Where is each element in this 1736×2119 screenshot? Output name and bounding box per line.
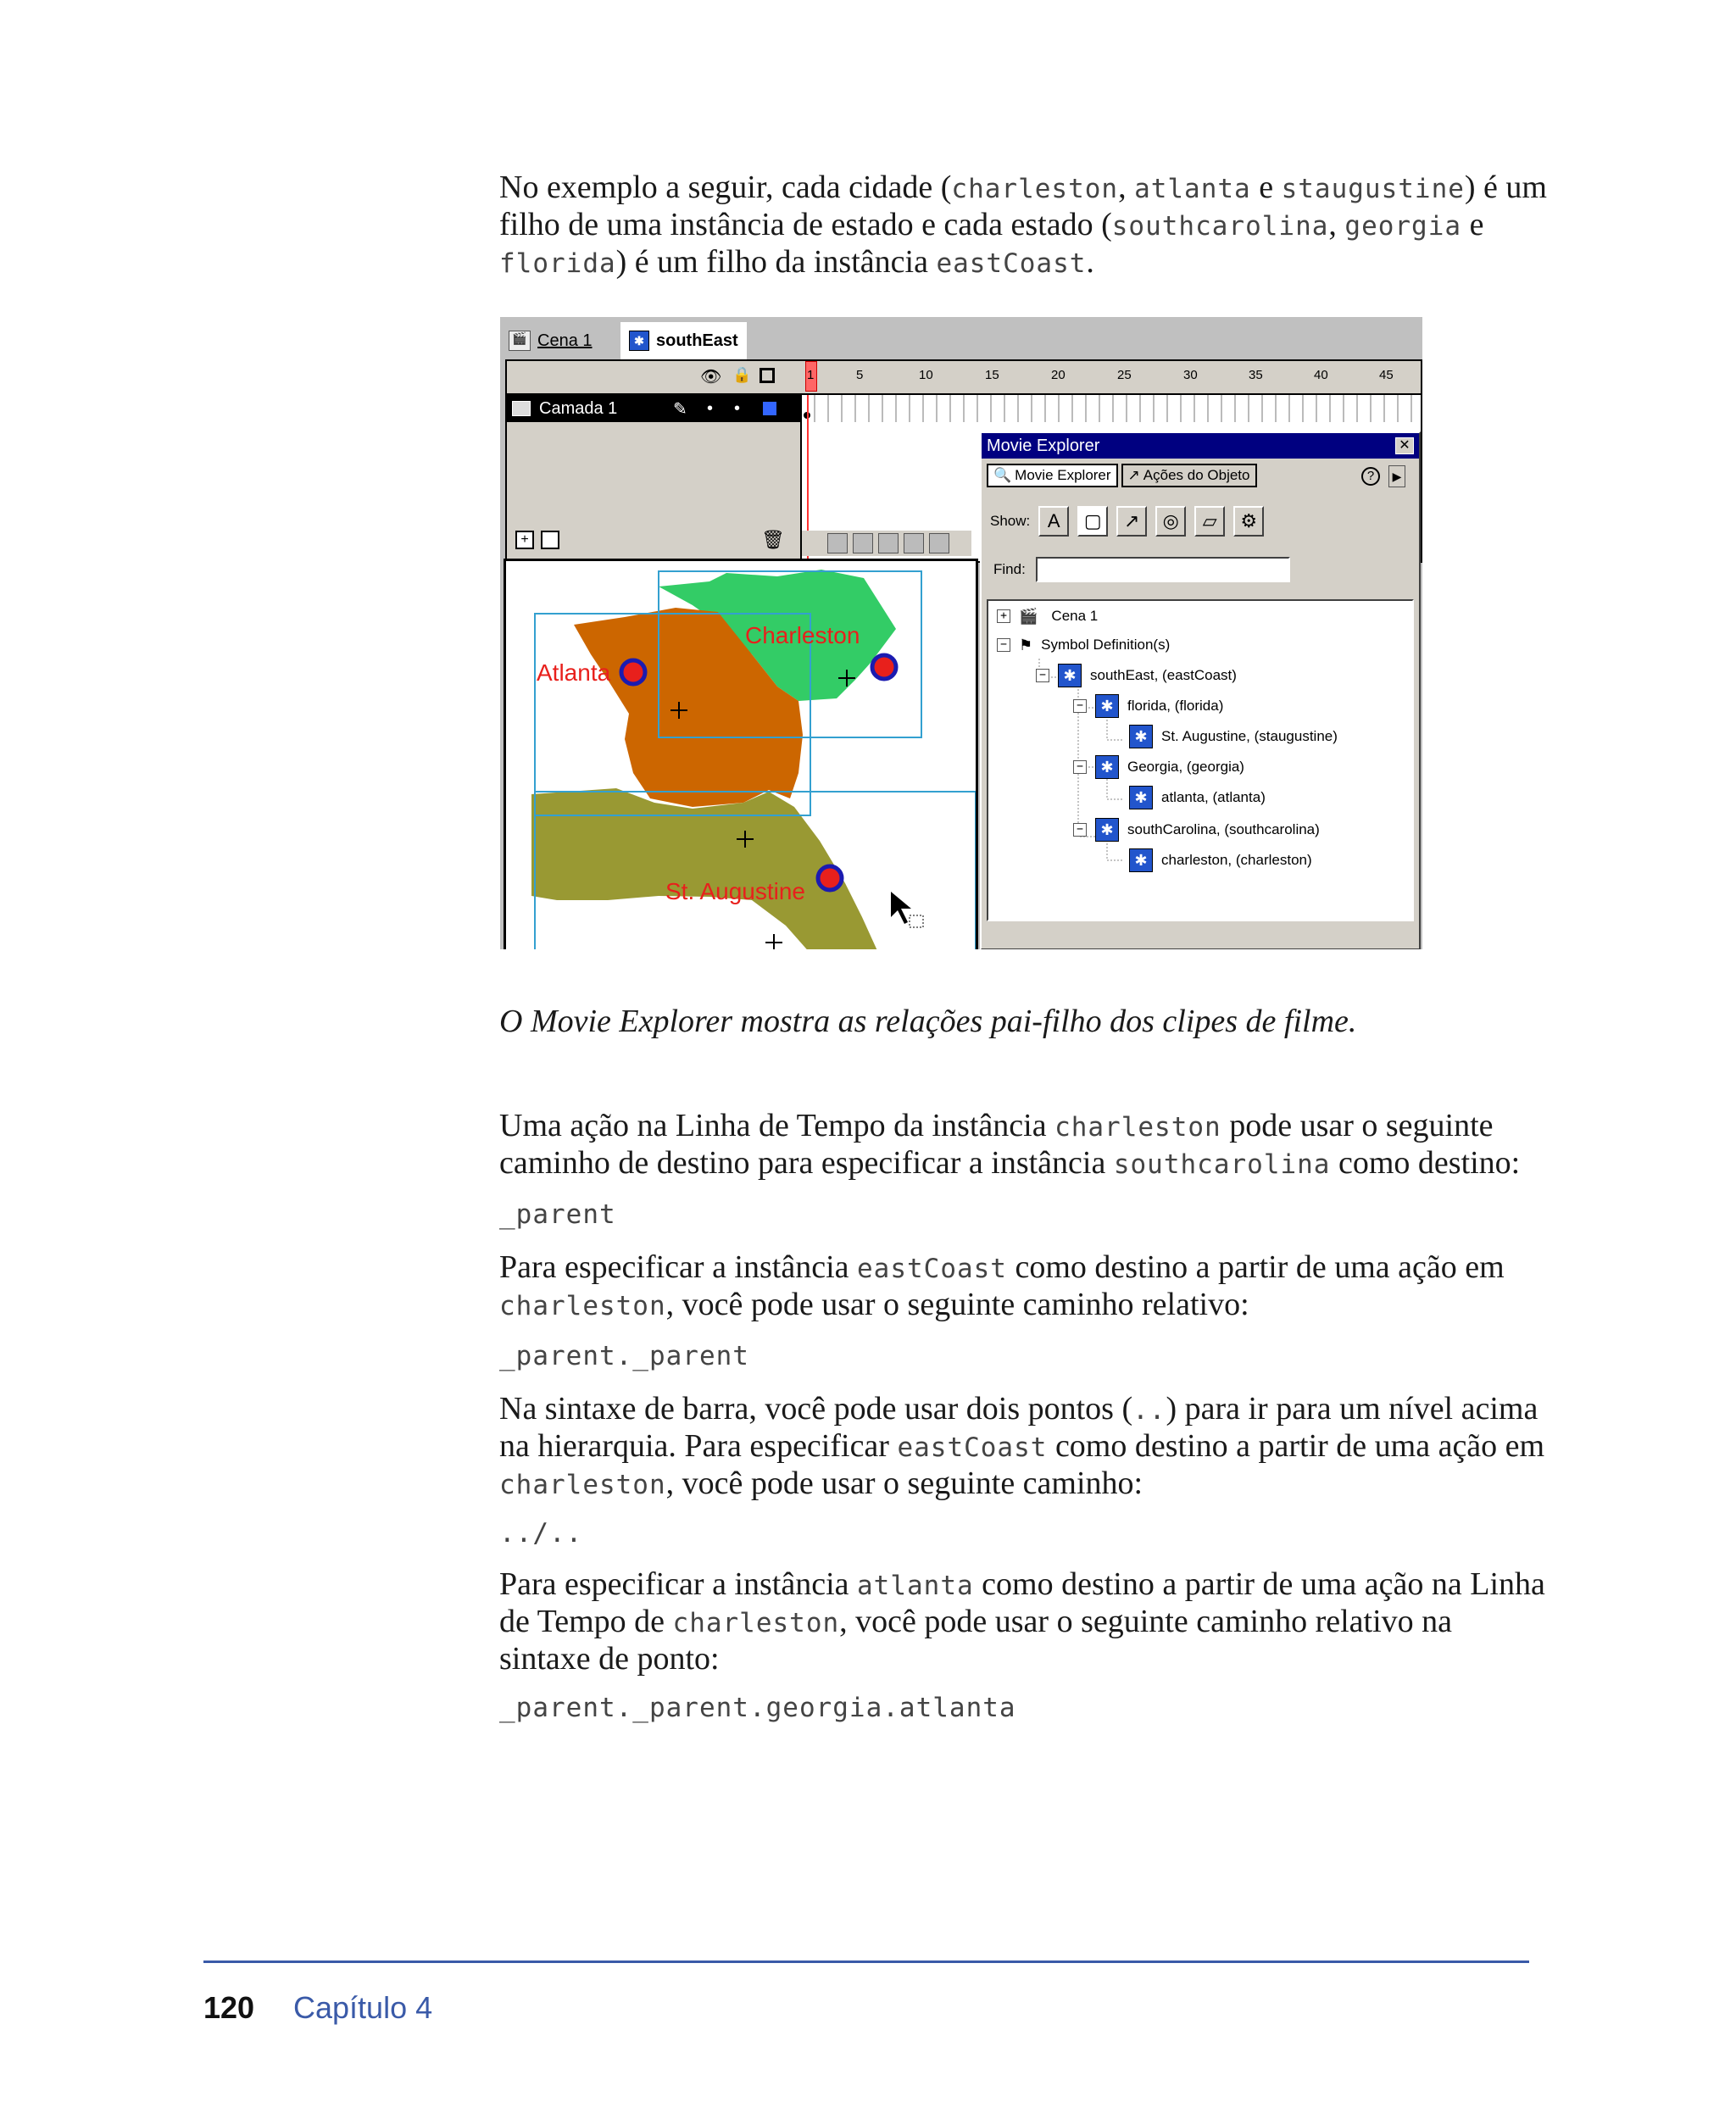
text: .: [1086, 244, 1094, 280]
map-label-atlanta: Atlanta: [537, 659, 611, 686]
show-buttons-icon[interactable]: ▢: [1077, 506, 1108, 537]
expand-icon[interactable]: +: [997, 609, 1010, 623]
tree-label: atlanta, (atlanta): [1161, 789, 1266, 805]
paragraph-4: [499, 1566, 1550, 1677]
text: como destino a partir de uma ação em: [1047, 1428, 1545, 1464]
figure-caption: O Movie Explorer mostra as relações pai-filho dos clipes de filme.: [499, 1004, 1357, 1039]
movie-explorer-panel: [980, 431, 1421, 949]
frame-number: 25: [1117, 368, 1132, 382]
code-sample-4: _parent._parent.georgia.atlanta: [499, 1693, 1016, 1723]
outline-icon: [760, 368, 775, 383]
movie-clip-icon: ✱: [1095, 694, 1119, 718]
collapse-icon[interactable]: −: [1036, 669, 1049, 682]
collapse-icon[interactable]: −: [1073, 823, 1087, 837]
trash-icon[interactable]: 🗑: [761, 529, 785, 550]
frame-number: 45: [1379, 368, 1394, 382]
tab-southeast[interactable]: [620, 322, 747, 359]
eye-icon: 👁: [700, 368, 722, 387]
tab-movie-explorer[interactable]: [987, 464, 1118, 487]
tree-item-florida[interactable]: [1073, 694, 1223, 718]
frame-ruler: [805, 361, 1422, 393]
tab-acoes-do-objeto[interactable]: [1121, 464, 1257, 487]
frame-number: 35: [1249, 368, 1263, 382]
cursor-icon: [891, 892, 911, 924]
help-icon[interactable]: ?: [1361, 467, 1380, 486]
close-icon[interactable]: ✕: [1395, 437, 1414, 454]
flash-screenshot: [500, 317, 1422, 949]
stage: [504, 559, 978, 949]
tree-item-charleston[interactable]: [1129, 848, 1312, 872]
intro-paragraph: [499, 170, 1550, 281]
movie-clip-icon: ✱: [1129, 786, 1153, 809]
code-southcarolina: southcarolina: [1113, 1149, 1331, 1180]
code-sample-3: ../..: [499, 1518, 583, 1549]
layer-color-swatch-icon: [763, 402, 776, 415]
collapse-icon[interactable]: −: [997, 638, 1010, 652]
frame-grid: [802, 395, 1421, 422]
tree-label: St. Augustine, (staugustine): [1161, 728, 1338, 744]
code-sample-1: _parent: [499, 1199, 616, 1230]
tree-item-symbol-definitions[interactable]: [997, 633, 1170, 657]
onion-outline-icon[interactable]: [878, 533, 899, 553]
customize-icon[interactable]: ⚙: [1233, 506, 1264, 537]
movie-explorer-titlebar: [982, 433, 1419, 459]
text: e: [1461, 207, 1484, 242]
text: como destino:: [1330, 1145, 1521, 1181]
collapse-icon[interactable]: −: [1073, 760, 1087, 774]
onion-skin-icon[interactable]: [853, 533, 873, 553]
layer-icon: [512, 401, 531, 416]
tree-label: Cena 1: [1051, 608, 1099, 624]
frame-number: 15: [985, 368, 999, 382]
frame-number: 1: [807, 368, 815, 382]
chapter-label: Capítulo 4: [293, 1990, 433, 2025]
text: ,: [1328, 207, 1345, 242]
tree-label: charleston, (charleston): [1161, 852, 1312, 868]
code-southcarolina: southcarolina: [1111, 211, 1329, 242]
show-text-icon[interactable]: A: [1038, 506, 1069, 537]
tree-label: Symbol Definition(s): [1041, 637, 1171, 653]
footer-rule: [203, 1960, 1529, 1963]
text: ,: [1118, 170, 1135, 205]
movie-clip-icon: ✱: [1129, 848, 1153, 872]
code-eastcoast: eastCoast: [936, 248, 1087, 279]
frame-number: 20: [1051, 368, 1066, 382]
show-video-icon[interactable]: ◎: [1155, 506, 1186, 537]
center-frame-icon[interactable]: [827, 533, 848, 553]
tree-item-southcarolina[interactable]: [1073, 818, 1320, 842]
edit-multiple-icon[interactable]: [904, 533, 924, 553]
show-row: [990, 506, 1264, 537]
visible-dot-icon: •: [707, 398, 714, 418]
pencil-icon: ✎: [673, 399, 687, 419]
movie-clip-icon: ✱: [629, 331, 649, 351]
code-eastcoast: eastCoast: [897, 1432, 1048, 1463]
code-georgia: georgia: [1344, 211, 1462, 242]
show-frames-icon[interactable]: ▱: [1194, 506, 1225, 537]
text: pode usar o seguinte caminho de destino para especificar a instância: [499, 1108, 1494, 1181]
tree-item-atlanta[interactable]: [1129, 786, 1266, 809]
map-label-charleston: Charleston: [745, 622, 860, 648]
text: , você pode usar o seguinte caminho:: [665, 1466, 1143, 1501]
add-layer-icon[interactable]: +: [515, 531, 534, 549]
tree-item-southeast[interactable]: [1036, 664, 1237, 687]
text: Para especificar a instância: [499, 1249, 857, 1285]
tree-item-st-augustine[interactable]: [1129, 725, 1338, 748]
code-sample-2: _parent._parent: [499, 1341, 749, 1371]
code-dots: ..: [1132, 1395, 1166, 1426]
layers-panel: [505, 393, 802, 563]
movie-explorer-icon: 🔍: [993, 467, 1012, 483]
text: ) é um filho da instância: [615, 244, 937, 280]
lock-icon: 🔒: [732, 366, 752, 383]
paragraph-1: [499, 1108, 1550, 1182]
text: Uma ação na Linha de Tempo da instância: [499, 1108, 1055, 1143]
add-guide-layer-icon[interactable]: [541, 531, 559, 549]
text: como destino a partir de uma ação na Linha de Tempo de: [499, 1566, 1545, 1639]
page-number: 120: [203, 1990, 255, 2025]
tree-item-georgia[interactable]: [1073, 755, 1244, 779]
movie-explorer-tabs: [987, 464, 1257, 487]
code-charleston: charleston: [951, 174, 1119, 204]
tab-label: Cena 1: [537, 331, 593, 350]
scene-icon: 🎬: [1019, 607, 1038, 625]
frame-number: 5: [856, 368, 864, 382]
tree-label: Georgia, (georgia): [1127, 759, 1244, 775]
layer-name: Camada 1: [539, 398, 618, 418]
collapse-icon[interactable]: −: [1073, 699, 1087, 713]
text: , você pode usar o seguinte caminho relativo:: [665, 1287, 1249, 1322]
frame-controls: [802, 531, 971, 556]
scene-icon: 🎬: [509, 331, 531, 351]
tab-label: Movie Explorer: [1015, 467, 1111, 483]
frame-number: 30: [1183, 368, 1198, 382]
movie-explorer-tree: [987, 599, 1414, 921]
show-actions-icon[interactable]: ↗: [1116, 506, 1147, 537]
text: Para especificar a instância: [499, 1566, 857, 1602]
find-label: Find:: [993, 561, 1026, 577]
code-atlanta: atlanta: [1134, 174, 1251, 204]
text: ) para ir para um nível acima na hierarquia. Para especificar: [499, 1391, 1538, 1464]
onion-markers-icon[interactable]: [929, 533, 949, 553]
text: Na sintaxe de barra, você pode usar dois pontos (: [499, 1391, 1133, 1427]
text: e: [1250, 170, 1282, 205]
text: como destino a partir de uma ação em: [1006, 1249, 1505, 1285]
timeline-header: [505, 359, 1422, 395]
movie-clip-icon: ✱: [1095, 755, 1119, 779]
actions-icon: ↗: [1127, 467, 1140, 483]
panel-menu-icon[interactable]: ▶: [1388, 465, 1405, 487]
text: No exemplo a seguir, cada cidade (: [499, 170, 952, 205]
text: , você pode usar o seguinte caminho relativo na sintaxe de ponto:: [499, 1604, 1452, 1677]
movie-clip-icon: ✱: [1129, 725, 1153, 748]
code-atlanta: atlanta: [857, 1571, 974, 1601]
frame-number: 40: [1314, 368, 1328, 382]
lock-dot-icon: •: [734, 398, 741, 418]
tree-label: southEast, (eastCoast): [1090, 667, 1237, 683]
code-charleston: charleston: [499, 1291, 666, 1321]
layer-row[interactable]: [507, 395, 800, 422]
tree-item-cena-1[interactable]: [997, 604, 1098, 628]
map-label-st-augustine: St. Augustine: [665, 878, 806, 904]
code-charleston: charleston: [499, 1470, 666, 1500]
panel-title: Movie Explorer: [987, 436, 1100, 455]
code-eastcoast: eastCoast: [857, 1254, 1007, 1284]
code-staugustine: staugustine: [1281, 174, 1465, 204]
symbol-definitions-icon: ⚑: [1019, 636, 1033, 653]
tab-label: southEast: [656, 331, 738, 350]
movie-clip-icon: ✱: [1058, 664, 1082, 687]
text: ) é um filho de uma instância de estado e cada estado (: [499, 170, 1547, 242]
frame-number: 10: [919, 368, 933, 382]
tab-cena-1[interactable]: [500, 322, 601, 359]
paragraph-2: [499, 1249, 1550, 1324]
code-florida: florida: [499, 248, 616, 279]
tab-label: Ações do Objeto: [1143, 467, 1250, 483]
show-label: Show:: [990, 513, 1031, 529]
cursor-box-icon: [910, 915, 923, 927]
code-charleston: charleston: [672, 1608, 840, 1638]
tree-label: florida, (florida): [1127, 698, 1224, 714]
paragraph-3: [499, 1391, 1550, 1503]
code-charleston: charleston: [1054, 1112, 1221, 1143]
movie-clip-icon: ✱: [1095, 818, 1119, 842]
find-row: [993, 557, 1290, 582]
tree-label: southCarolina, (southcarolina): [1127, 821, 1320, 837]
find-input[interactable]: [1036, 557, 1290, 582]
